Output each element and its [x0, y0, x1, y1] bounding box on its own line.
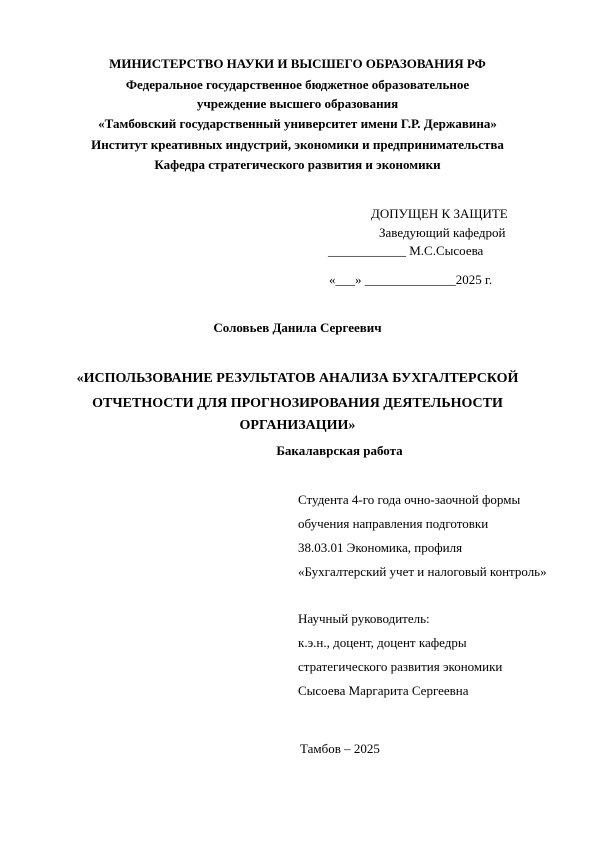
- student-line: 38.03.01 Экономика, профиля: [298, 540, 463, 555]
- admitted-label: ДОПУЩЕН К ЗАЩИТЕ: [371, 206, 508, 221]
- ministry-line: МИНИСТЕРСТВО НАУКИ И ВЫСШЕГО ОБРАЗОВАНИЯ РФ: [109, 56, 486, 71]
- supervisor-line: Сысоева Маргарита Сергеевна: [298, 683, 469, 698]
- department-line: Кафедра стратегического развития и экономики: [154, 157, 441, 172]
- city-year: Тамбов – 2025: [300, 741, 380, 756]
- institution-level-line: учреждение высшего образования: [196, 96, 399, 111]
- signature-line: ____________ М.С.Сысоева: [328, 243, 484, 258]
- thesis-title-line-2: ОТЧЕТНОСТИ ДЛЯ ПРОГНОЗИРОВАНИЯ ДЕЯТЕЛЬНОСТИ: [92, 396, 503, 411]
- thesis-title-line-1: «ИСПОЛЬЗОВАНИЕ РЕЗУЛЬТАТОВ АНАЛИЗА БУХГАЛТЕРСКОЙ: [76, 371, 519, 386]
- student-info: [298, 488, 547, 584]
- work-type: Бакалаврская работа: [276, 443, 403, 458]
- head-of-department-label: Заведующий кафедрой: [379, 225, 506, 240]
- author-name: Соловьев Данила Сергеевич: [213, 320, 382, 335]
- supervisor-info: [298, 607, 502, 703]
- supervisor-line: Научный руководитель:: [298, 611, 430, 626]
- institution-type-line: Федеральное государственное бюджетное образовательное: [125, 77, 470, 92]
- institute-line: Институт креативных индустрий, экономики и предпринимательства: [91, 137, 504, 152]
- student-line: обучения направления подготовки: [298, 516, 489, 531]
- supervisor-line: стратегического развития экономики: [298, 659, 503, 674]
- student-line: Студента 4-го года очно-заочной формы: [298, 492, 521, 507]
- approval-date-line: «___» ______________2025 г.: [329, 272, 493, 287]
- university-name-line: «Тамбовский государственный университет имени Г.Р. Державина»: [98, 116, 497, 131]
- thesis-title-line-3: ОРГАНИЗАЦИИ»: [239, 418, 356, 433]
- supervisor-line: к.э.н., доцент, доцент кафедры: [298, 635, 467, 650]
- student-line: «Бухгалтерский учет и налоговый контроль»: [298, 564, 547, 579]
